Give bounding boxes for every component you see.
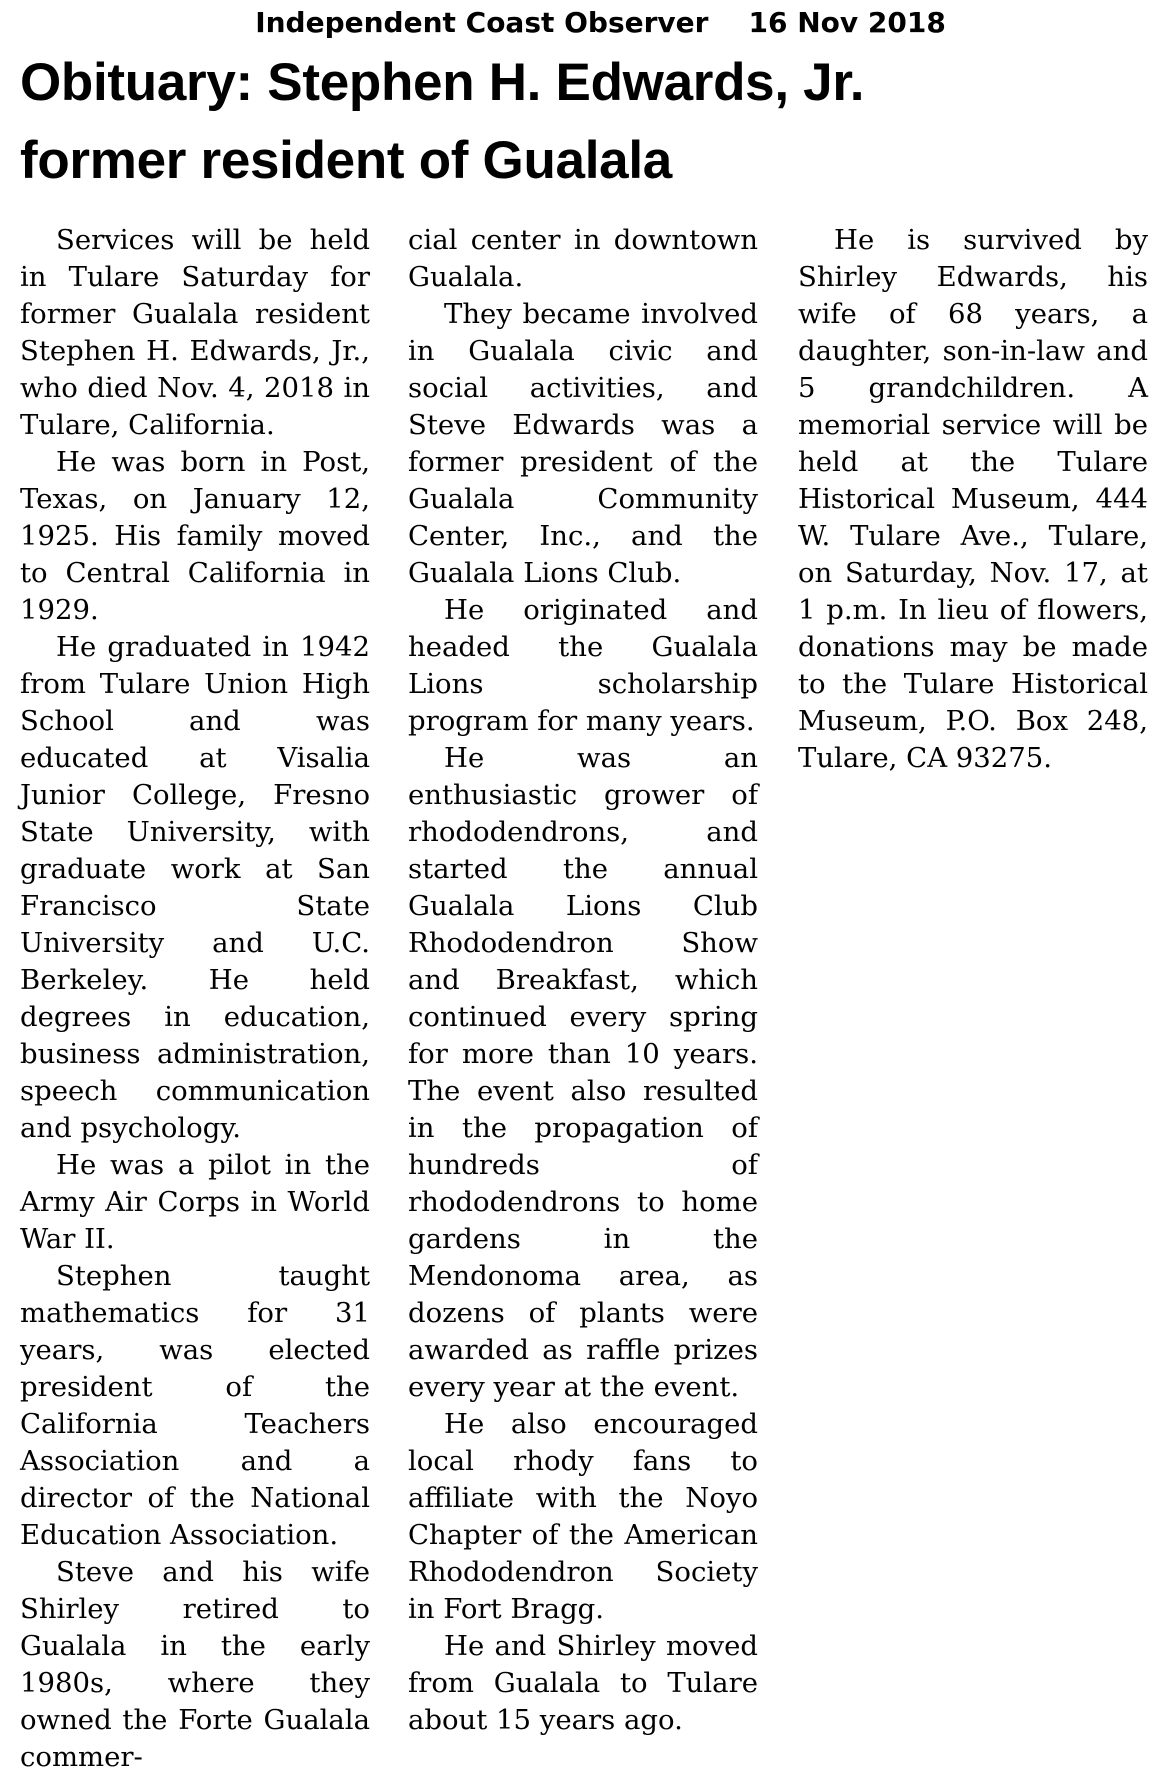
- paragraph: He was an enthusiastic grower of rhododendrons, and started the annual Gualala Lions Club Rhododendron Show and Breakfast, which continued every spring for more than 10 years. The event also resulted in the propagation of hundreds of rhododendrons to home gardens in the Mendonoma area, as dozens of plants were awarded as raffle prizes every year at the event.: [408, 742, 758, 1403]
- article-column-2: [408, 222, 758, 1739]
- paragraph: He was born in Post, Texas, on January 12, 1925. His family moved to Central California in 1929.: [20, 446, 370, 626]
- headline: [20, 44, 1140, 200]
- paragraph: He was a pilot in the Army Air Corps in World War II.: [20, 1149, 370, 1255]
- publication-date: 16 Nov 2018: [748, 6, 946, 39]
- paragraph: He originated and headed the Gualala Lions scholarship program for many years.: [408, 594, 758, 737]
- paragraph: He and Shirley moved from Gualala to Tulare about 15 years ago.: [408, 1630, 758, 1736]
- publication-name: Independent Coast Observer: [255, 6, 709, 39]
- paragraph-continued: cial center in downtown Gualala.: [408, 224, 758, 293]
- paragraph: They became involved in Gualala civic and social activities, and Steve Edwards was a former president of the Gualala Community Center, Inc., and the Gualala Lions Club.: [408, 298, 758, 589]
- headline-line-1: Obituary: Stephen H. Edwards, Jr.: [20, 53, 865, 112]
- paragraph: Stephen taught mathematics for 31 years, was elected president of the California Teachers Association and a director of the National Education Association.: [20, 1260, 370, 1551]
- paragraph: Services will be held in Tulare Saturday for former Gualala resident Stephen H. Edwards, Jr., who died Nov. 4, 2018 in Tulare, California.: [20, 224, 370, 441]
- headline-line-2: former resident of Gualala: [20, 131, 672, 190]
- article-column-3: [798, 222, 1148, 777]
- paragraph: He is survived by Shirley Edwards, his wife of 68 years, a daughter, son-in-law and 5 grandchildren. A memorial service will be held at the Tulare Historical Museum, 444 W. Tulare Ave., Tulare, on Saturday, Nov. 17, at 1 p.m. In lieu of flowers, donations may be made to the Tulare Historical Museum, P.O. Box 248, Tulare, CA 93275.: [798, 224, 1148, 774]
- article-column-1: [20, 222, 370, 1776]
- paragraph: Steve and his wife Shirley retired to Gualala in the early 1980s, where they owned the Forte Gualala commer-: [20, 1556, 370, 1773]
- paragraph: He graduated in 1942 from Tulare Union High School and was educated at Visalia Junior College, Fresno State University, with graduate work at San Francisco State University and U.C. Berkeley. He held degrees in education, business administration, speech communication and psychology.: [20, 631, 370, 1144]
- masthead: [0, 6, 1155, 40]
- paragraph: He also encouraged local rhody fans to affiliate with the Noyo Chapter of the American Rhododendron Society in Fort Bragg.: [408, 1408, 758, 1625]
